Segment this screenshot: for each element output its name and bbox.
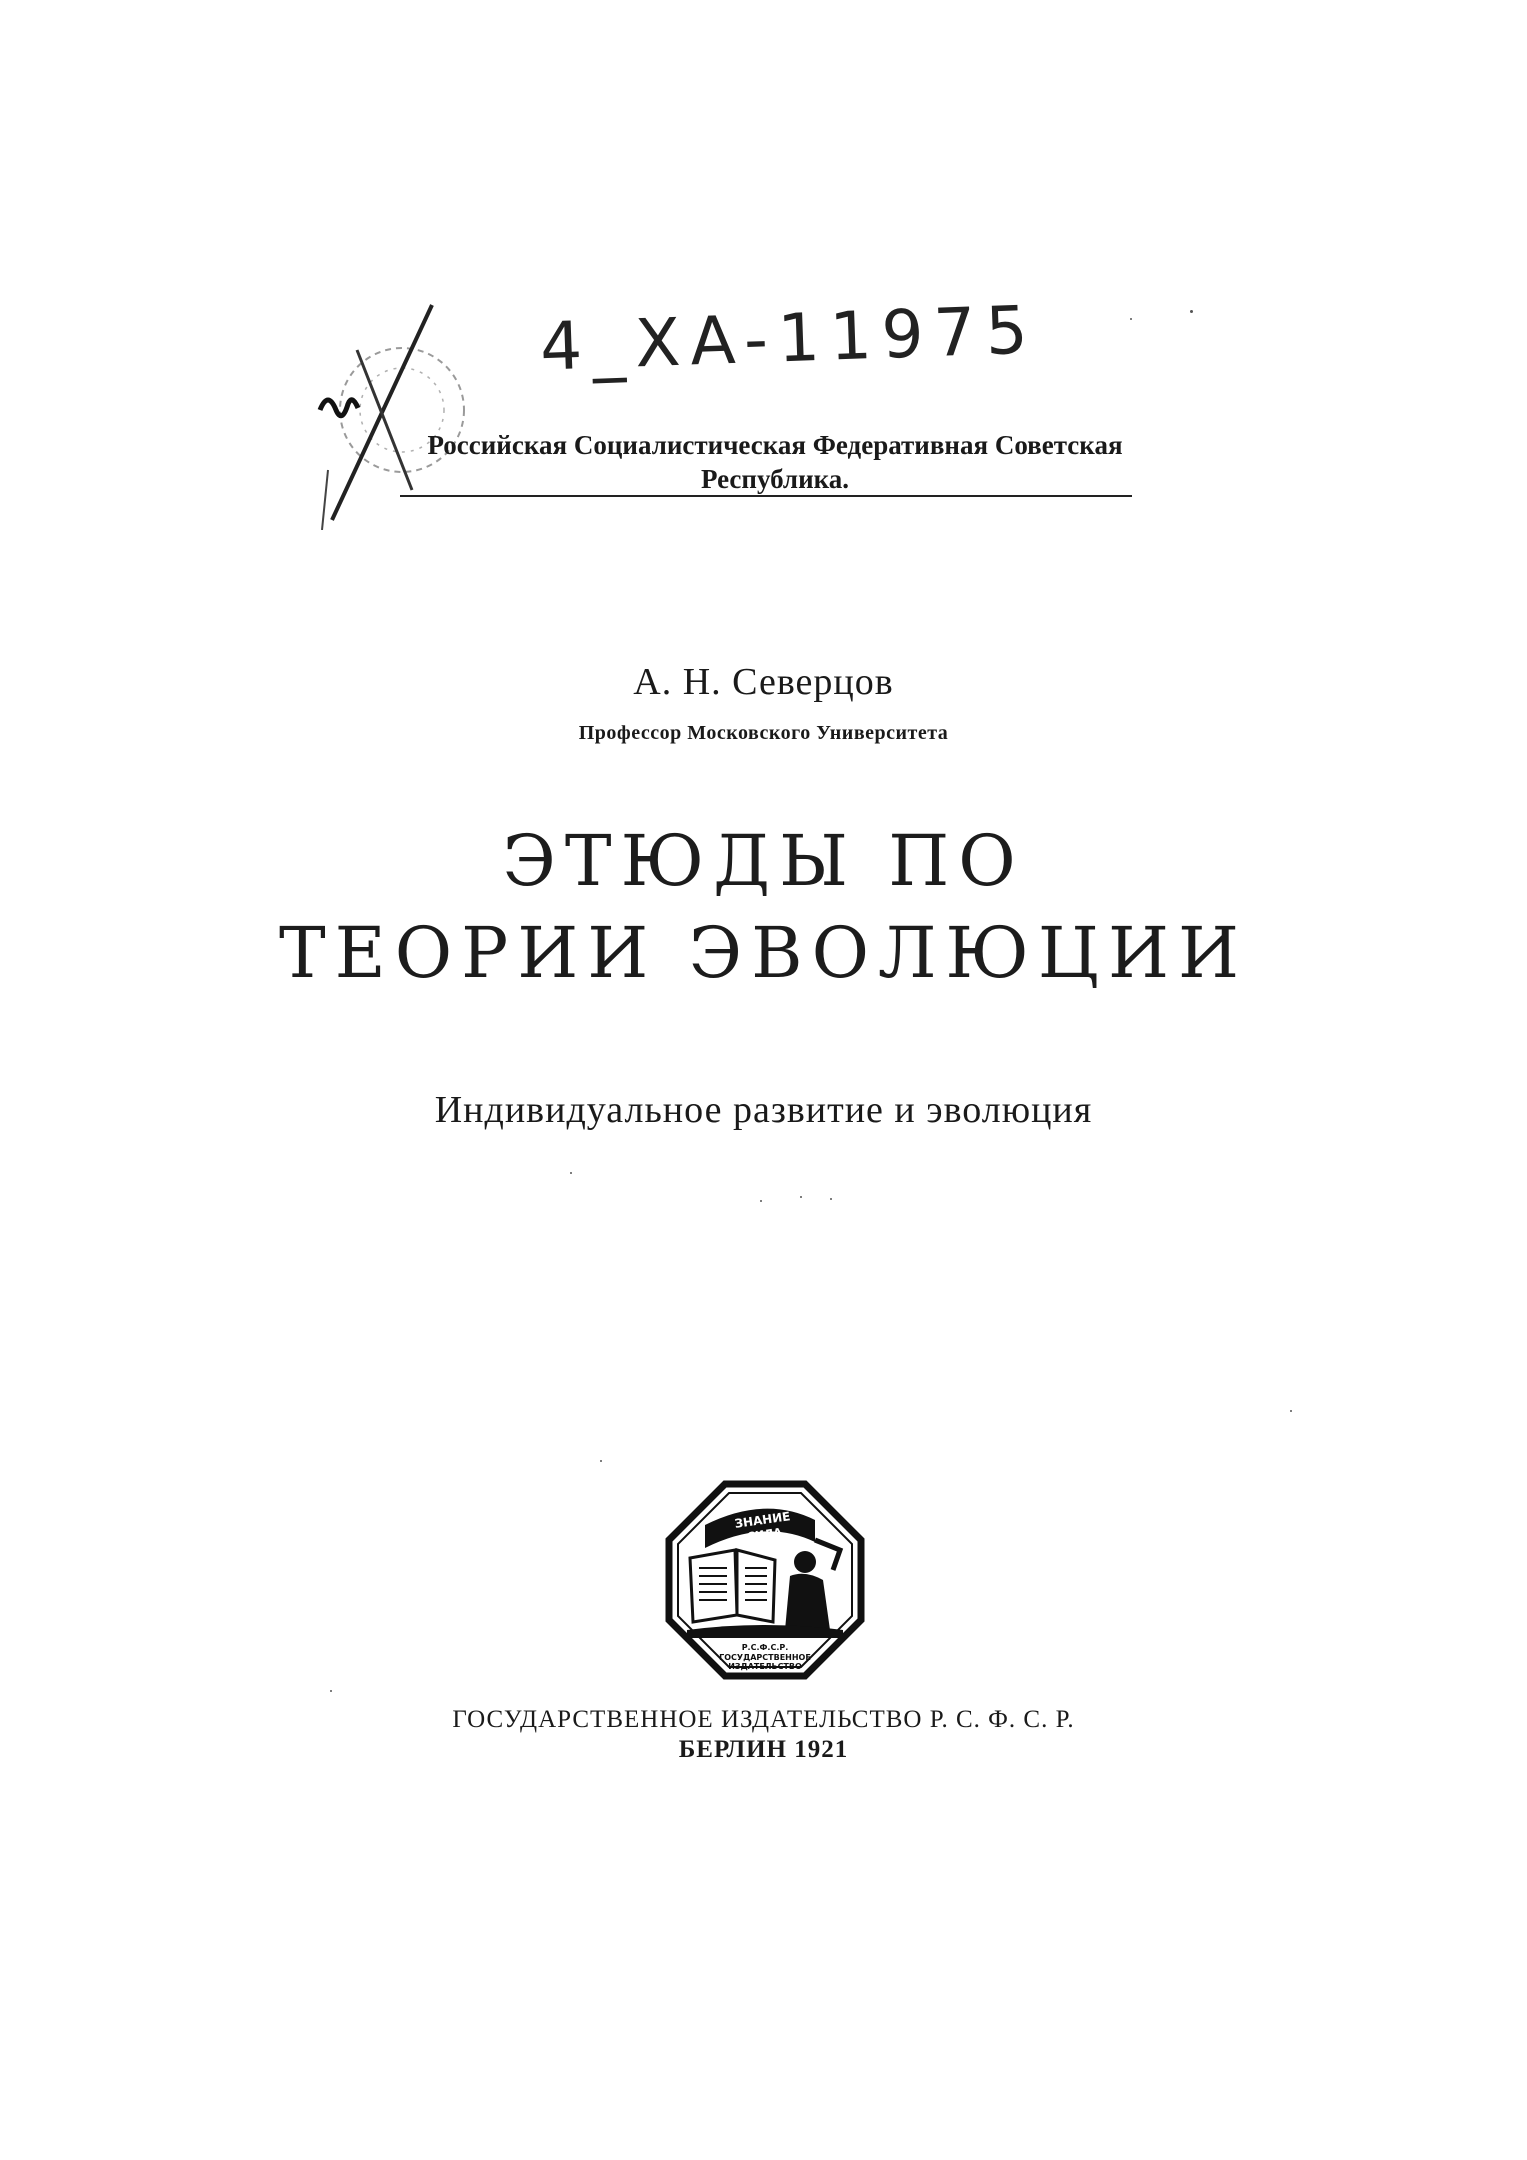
handwritten-shelfmark: 4_XA-11975 [538,291,1039,386]
header-rule [400,495,1132,497]
book-title-line1: ЭТЮДЫ ПО [502,820,1025,902]
book-subtitle: Индивидуальное развитие и эволюция [434,1089,1093,1131]
emblem-bottom-text-1: Р.С.Ф.С.Р. [741,1643,789,1652]
scan-speck [830,1198,832,1200]
emblem-top-text-1: ЗНАНИЕ [733,1509,792,1531]
scan-speck [760,1200,762,1202]
scan-speck [570,1172,572,1174]
publisher-emblem-icon [665,1480,865,1680]
scan-speck [1130,318,1132,320]
author-name: А. Н. Северцов [633,661,894,703]
republic-header [395,428,1155,496]
scan-speck [1190,310,1193,313]
book-title-line2: ТЕОРИИ ЭВОЛЮЦИИ [278,912,1249,994]
scan-speck [1290,1410,1292,1412]
emblem-bottom-text-2: ГОСУДАРСТВЕННОЕ [719,1653,811,1662]
republic-header-line1: Российская Социалистическая Федеративная Советская [427,430,1123,460]
publisher-line2: БЕРЛИН 1921 [678,1736,849,1763]
publisher-imprint [0,1705,1527,1765]
scan-speck [800,1196,802,1198]
emblem-top-text-2: СИЛА [746,1525,783,1544]
emblem-bottom-text-3: ИЗДАТЕЛЬСТВО [728,1662,802,1671]
republic-header-line2: Республика. [700,464,850,494]
publisher-line1: ГОСУДАРСТВЕННОЕ ИЗДАТЕЛЬСТВО Р. С. Ф. С. Р. [452,1706,1075,1733]
scan-speck [330,1690,332,1692]
scan-speck [600,1460,602,1462]
author-title: Профессор Московского Университета [578,722,949,744]
book-title [0,815,1527,999]
